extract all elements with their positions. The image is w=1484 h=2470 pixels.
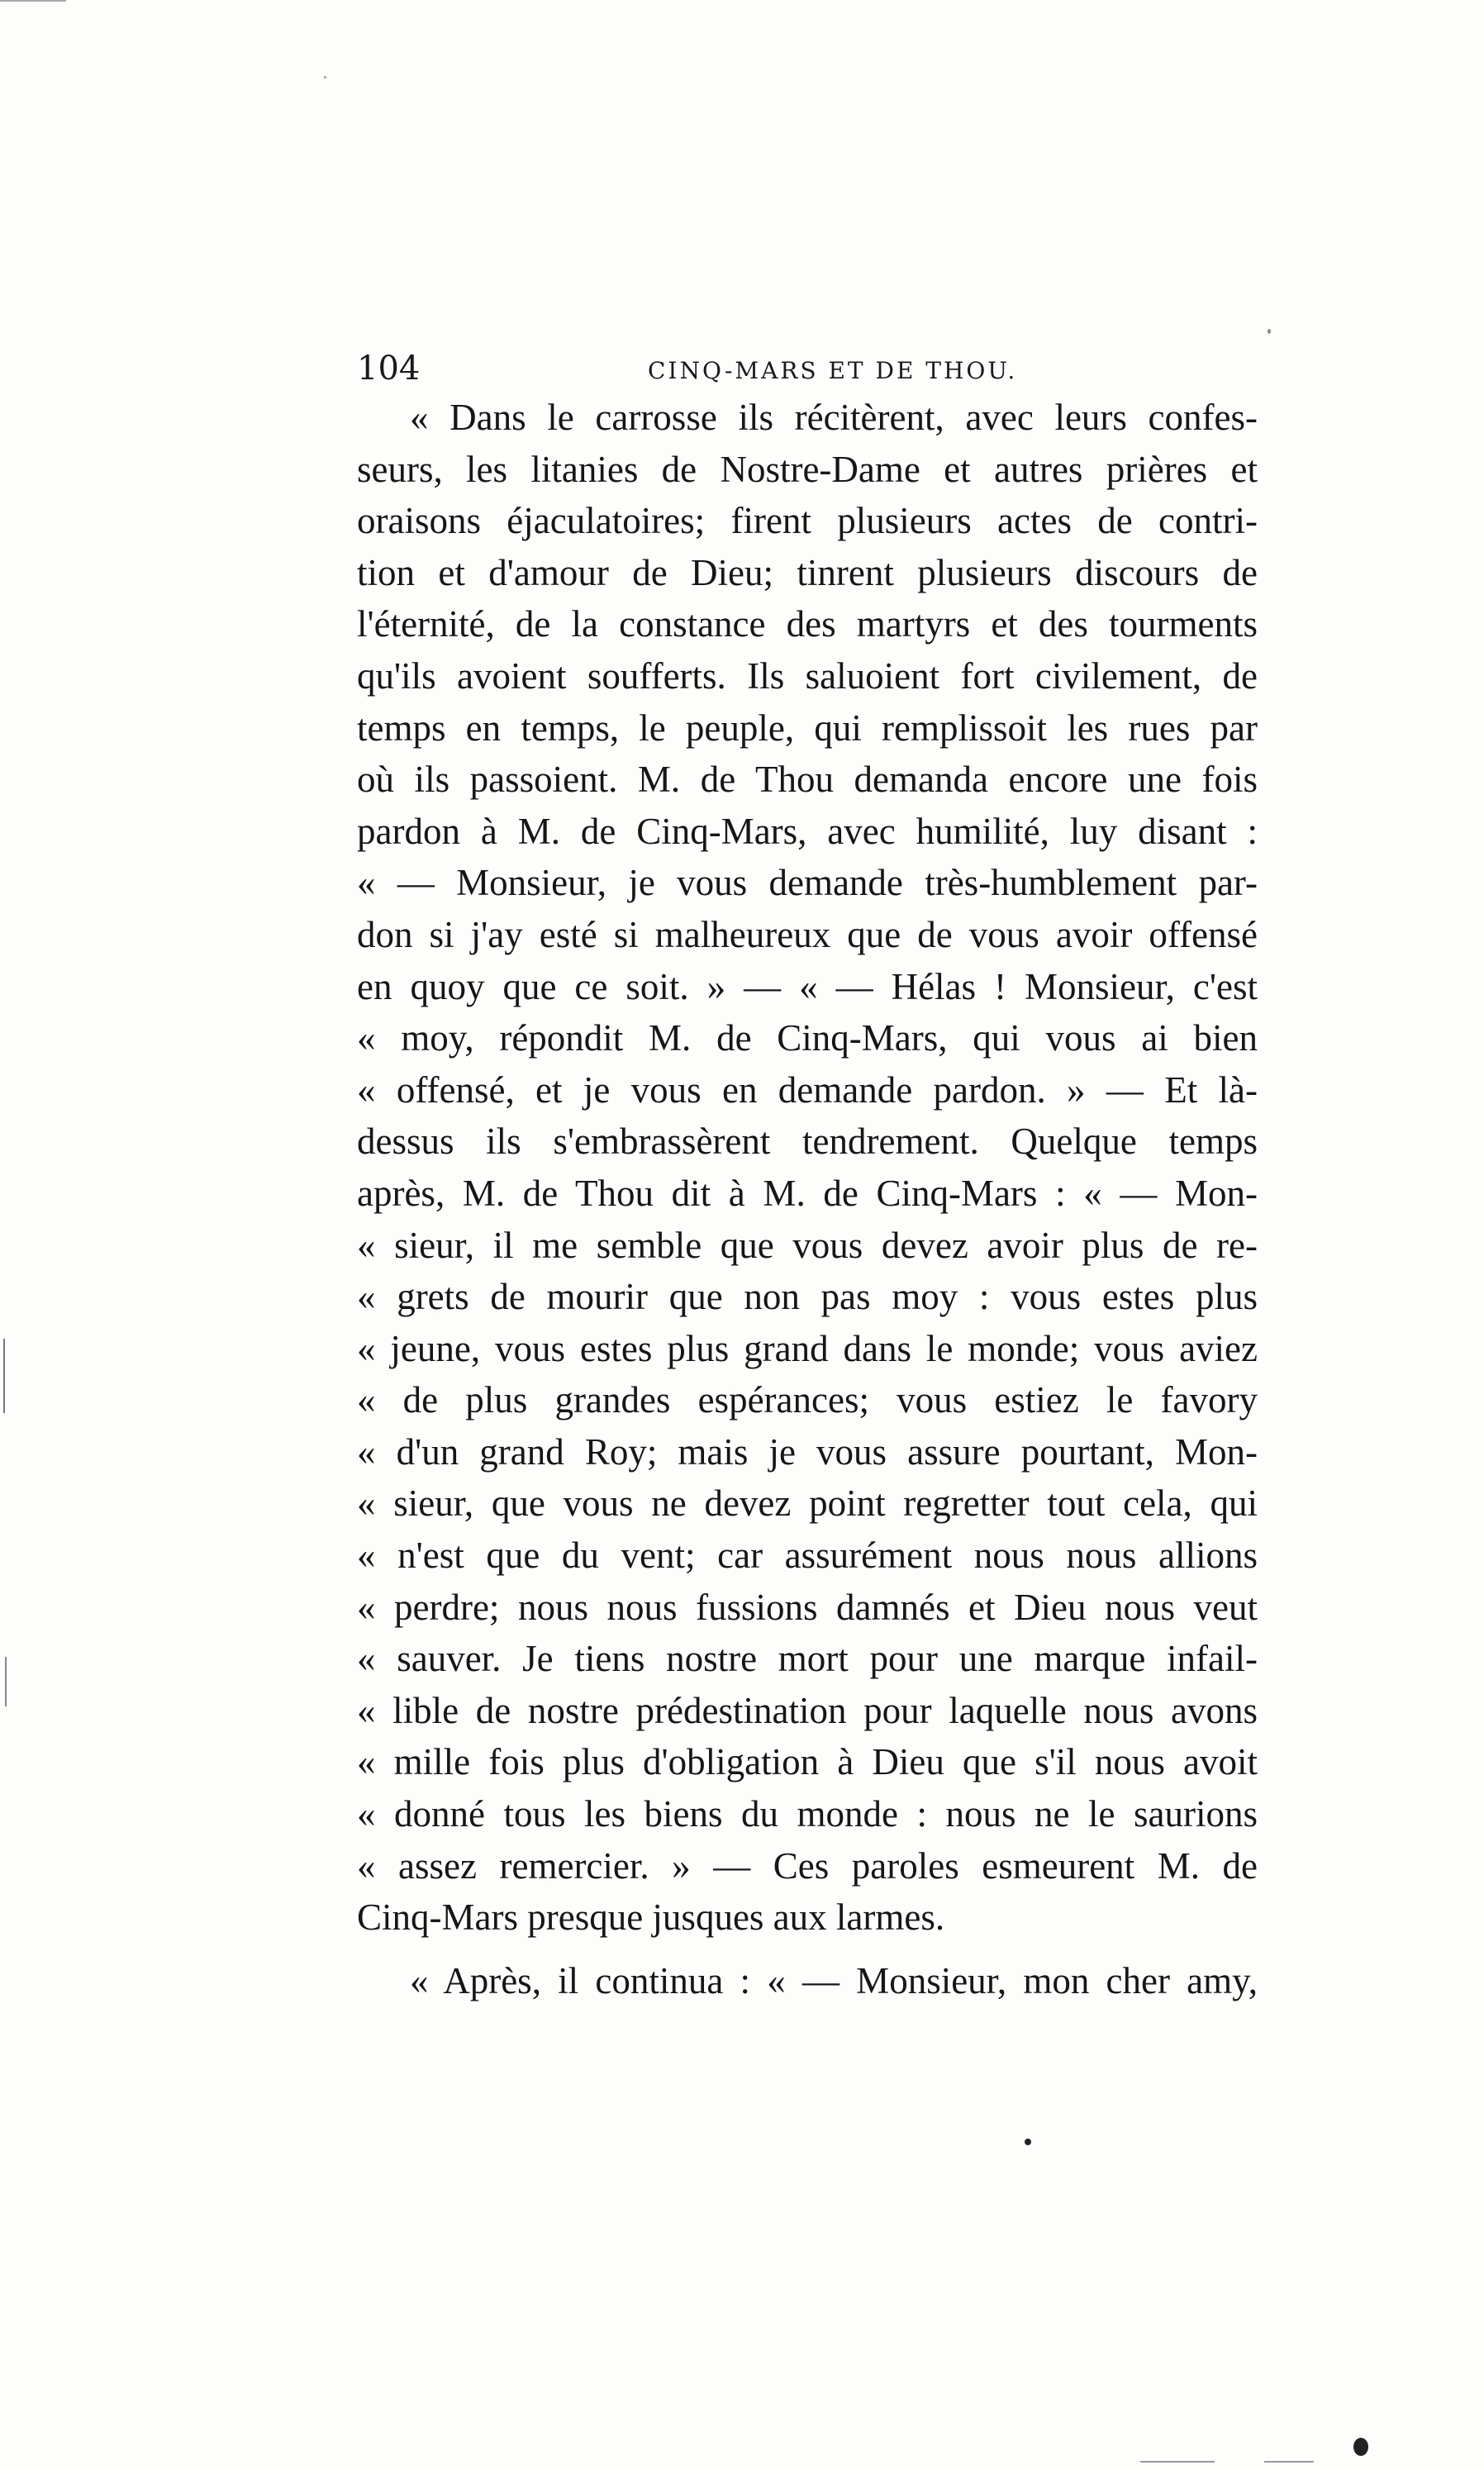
text-line: « de plus grandes espérances; vous estiez le favory xyxy=(357,1379,1258,1421)
text-line: « assez remercier. » — Ces paroles esmeurent M. de xyxy=(357,1844,1258,1887)
text-line: en quoy que ce soit. » — « — Hélas ! Monsieur, c'est xyxy=(357,965,1258,1007)
scan-speck xyxy=(1268,329,1271,334)
text-line: « mille fois plus d'obligation à Dieu que s'il nous avoit xyxy=(357,1741,1258,1783)
text-line: « sauver. Je tiens nostre mort pour une marque infail- xyxy=(357,1638,1258,1680)
text-line: « jeune, vous estes plus grand dans le monde; vous aviez xyxy=(357,1327,1258,1369)
text-line: don si j'ay esté si malheureux que de vous avoir offensé xyxy=(357,913,1258,955)
scan-edge-mark xyxy=(1140,2461,1215,2463)
paragraph xyxy=(357,1955,1258,2007)
scan-edge-mark xyxy=(0,0,66,2)
text-line: « perdre; nous nous fussions damnés et Dieu nous veut xyxy=(357,1586,1258,1628)
text-line: « grets de mourir que non pas moy : vous estes plus xyxy=(357,1276,1258,1318)
text-line: Cinq-Mars presque jusques aux larmes. xyxy=(357,1897,945,1939)
text-line: pardon à M. de Cinq-Mars, avec humilité, luy disant : xyxy=(357,810,1258,852)
text-line: « moy, répondit M. de Cinq-Mars, qui vous ai bien xyxy=(357,1017,1258,1059)
body-text xyxy=(357,392,1258,2006)
text-line: « Après, il continua : « — Monsieur, mon cher amy, xyxy=(410,1959,1258,2001)
scan-speck xyxy=(1353,2438,1368,2456)
page-number: 104 xyxy=(357,350,421,388)
scan-speck xyxy=(324,76,326,79)
scan-edge-mark xyxy=(1264,2461,1314,2463)
text-line: « lible de nostre prédestination pour laquelle nous avons xyxy=(357,1689,1258,1731)
text-line: tion et d'amour de Dieu; tinrent plusieurs discours de xyxy=(357,551,1258,593)
scan-edge-mark xyxy=(5,1657,7,1706)
running-head: CINQ-MARS ET DE THOU. xyxy=(648,357,1018,384)
text-line: où ils passoient. M. de Thou demanda encore une fois xyxy=(357,759,1258,801)
text-line: qu'ils avoient soufferts. Ils saluoient fort civilement, de xyxy=(357,654,1258,697)
text-line: oraisons éjaculatoires; firent plusieurs actes de contri- xyxy=(357,500,1258,542)
text-line: « n'est que du vent; car assurément nous nous allions xyxy=(357,1535,1258,1577)
text-line: « sieur, que vous ne devez point regretter tout cela, qui xyxy=(357,1482,1258,1525)
scan-edge-mark xyxy=(3,1339,5,1413)
text-line: seurs, les litanies de Nostre-Dame et autres prières et xyxy=(357,448,1258,490)
text-line: l'éternité, de la constance des martyrs et des tourments xyxy=(357,603,1258,645)
text-line: « sieur, il me semble que vous devez avoir plus de re- xyxy=(357,1224,1258,1266)
paragraph xyxy=(357,392,1258,1944)
scan-speck xyxy=(1025,2139,1031,2145)
text-line: dessus ils s'embrassèrent tendrement. Quelque temps xyxy=(357,1121,1258,1163)
text-line: « — Monsieur, je vous demande très-humblement par- xyxy=(357,862,1258,904)
text-line: temps en temps, le peuple, qui remplissoit les rues par xyxy=(357,707,1258,749)
page-header xyxy=(357,345,1258,392)
text-line: « donné tous les biens du monde : nous ne le saurions xyxy=(357,1793,1258,1835)
text-line: « d'un grand Roy; mais je vous assure pourtant, Mon- xyxy=(357,1430,1258,1473)
text-line: « Dans le carrosse ils récitèrent, avec leurs confes- xyxy=(410,397,1258,438)
text-line: « offensé, et je vous en demande pardon. » — Et là- xyxy=(357,1068,1258,1111)
text-line: après, M. de Thou dit à M. de Cinq-Mars : « — Mon- xyxy=(357,1172,1258,1214)
